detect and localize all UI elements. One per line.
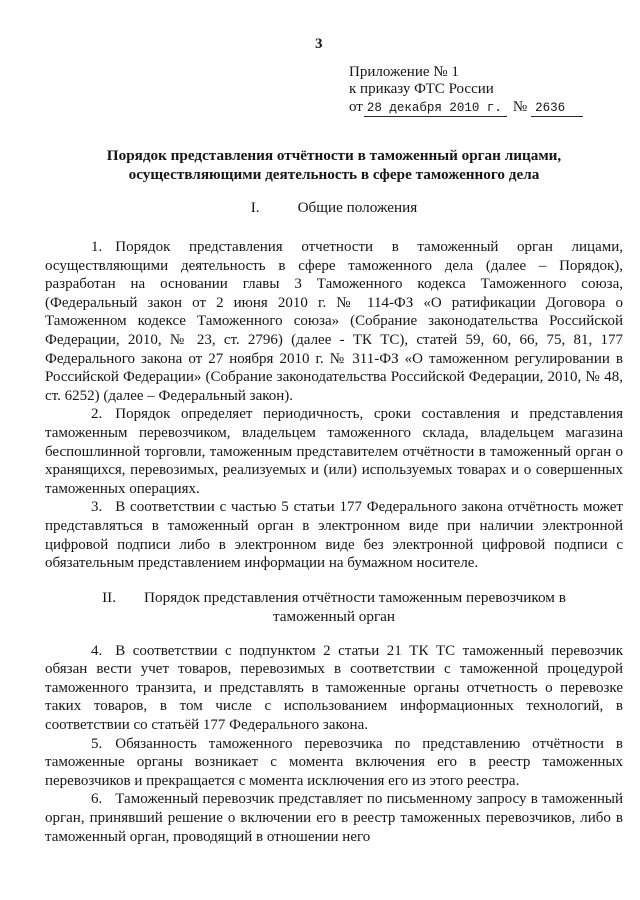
document-title: Порядок представления отчётности в таможенный орган лицами, осуществляющими деятельность в сфере таможенного дела [106, 147, 562, 183]
paragraph-number: 3. [91, 499, 103, 516]
paragraph-text: Обязанность таможенного перевозчика по представлению отчётности в таможенные органы возникает с момента включения его в реестр таможенных перевозчиков и прекращается с момента исключения его из этого реестра. [45, 735, 623, 789]
appendix-header [349, 64, 583, 117]
section-heading-text: Порядок представления отчётности таможенным перевозчиком в таможенный орган [144, 588, 566, 625]
paragraph-3 [45, 498, 623, 572]
paragraph-text: Порядок определяет периодичность, сроки составления и представления таможенным перевозчиком, владельцем таможенного склада, владельцем магазина беспошлинной торговли, таможенным представителем отчётности в таможенный орган о хранящихся, перевозимых, реализуемых и (или) используемых товарах и о совершенных таможенных операциях. [45, 406, 623, 497]
number-sign: № [512, 99, 528, 115]
appendix-line: Приложение № 1 [349, 64, 459, 80]
paragraph-6 [45, 790, 623, 846]
paragraph-number: 4. [91, 642, 103, 659]
order-line: к приказу ФТС России [349, 81, 494, 97]
document-body [45, 146, 623, 846]
paragraph-number: 1. [91, 239, 103, 255]
paragraph-number: 5. [91, 735, 103, 752]
section-heading-text: Общие положения [297, 199, 418, 216]
section-heading-general [45, 198, 623, 217]
paragraph-text: Порядок представления отчетности в таможенный орган лицами, осуществляющими деятельность в сфере таможенного дела (далее – Порядок), разработан на основании главы 3 Таможенного кодекса Таможенного союза, (Федеральный закон от 2 июня 2010 г. № 114-ФЗ «О ратификации Договора о Таможенном кодексе Таможенного союза» (Собрание законодательства Российской Федерации, 2010, № 23, ст. 2796) (далее - ТК ТС), статей 59, 60, 66, 75, 81, 177 Федерального закона от 27 ноября 2010 г. № 311-ФЗ «О таможенном регулировании в Российской Федерации» (Собрание законодательства Российской Федерации, 2010, № 48, ст. 6252) (далее – Федеральный закон). [45, 239, 623, 404]
paragraph-1 [45, 238, 623, 405]
section-numeral: II. [102, 588, 117, 606]
paragraph-number: 2. [91, 406, 103, 423]
paragraph-text: В соответствии с подпунктом 2 статьи 21 ТК ТС таможенный перевозчик обязан вести учет товаров, перевозимых в соответствии с таможенной процедурой таможенного транзита, и представлять в таможенные органы отчетность о перевозке таких товаров, в том числе с использованием информационных технологий, в соответствии со статьёй 177 Федерального закона. [45, 642, 623, 734]
date-value: 28 декабря 2010 г. [364, 101, 507, 117]
paragraph-text: В соответствии с частью 5 статьи 177 Федерального закона отчётность может представляться в таможенный орган в электронном виде при наличии электронной цифровой подписи либо в электронном виде без электронной цифровой подписи с обязательным представлением информации на бумажном носителе. [45, 499, 623, 572]
section-numeral: I. [250, 199, 260, 216]
date-line [349, 99, 583, 117]
paragraph-text: Таможенный перевозчик представляет по письменному запросу в таможенный орган, принявший решение о включении его в реестр таможенных перевозчиков, либо в таможенный орган, проводящий в отношении него [45, 791, 623, 845]
date-prefix: от [349, 99, 363, 115]
order-number-value: 2636 [531, 101, 583, 117]
section-heading-carrier [80, 588, 588, 626]
paragraph-5 [45, 735, 623, 791]
paragraph-4 [45, 642, 623, 735]
paragraph-2 [45, 405, 623, 498]
paragraph-number: 6. [91, 791, 103, 808]
page-number: 3 [315, 36, 323, 52]
